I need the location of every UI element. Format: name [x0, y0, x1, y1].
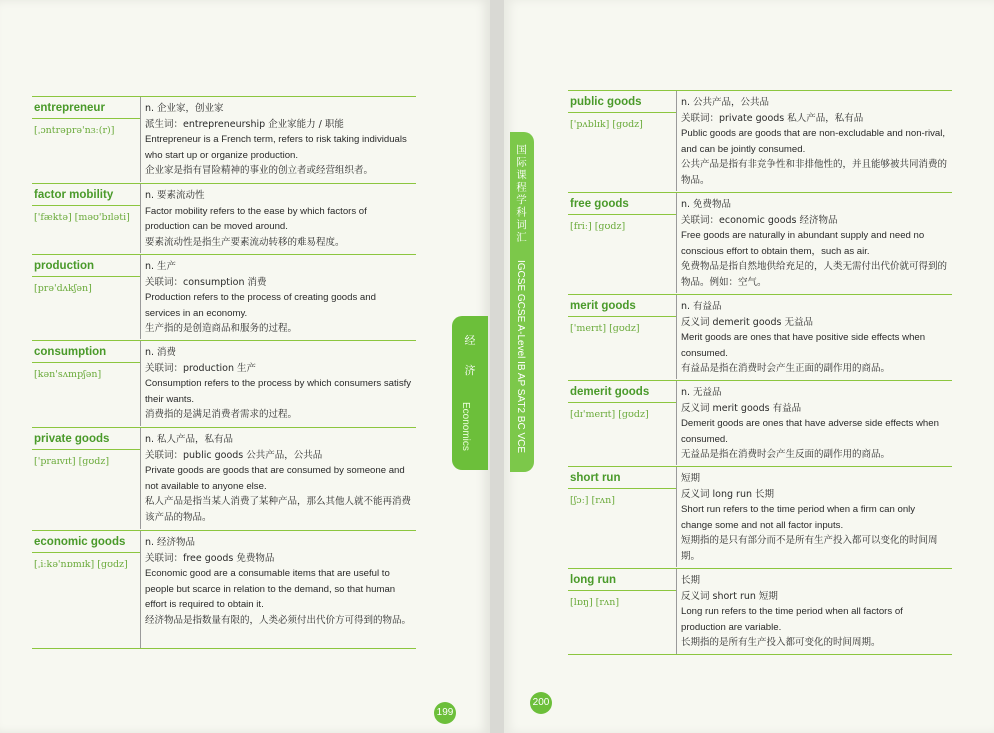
entry-ipa: [lɒŋ] [rʌn]	[570, 597, 620, 608]
entry-term: free goods	[568, 193, 676, 215]
table-bottom-rule	[32, 648, 416, 649]
entry-pos: n. 经济物品	[145, 537, 196, 548]
entry-related: 关联词：consumption 消费	[145, 276, 267, 288]
entry-definition-zh: 短期指的是只有部分而不是所有生产投入都可以变化的时间周期。	[681, 535, 938, 562]
curriculum-list: IGCSE GCSE A-Level IB AP SAT2 BC VCE	[515, 260, 526, 454]
entry-definition-zh: 长期指的是所有生产投入都可变化的时间周期。	[681, 637, 881, 648]
entry-pos: n. 私人产品，私有品	[145, 434, 234, 445]
entry-related: 反义词 long run 长期	[681, 488, 775, 500]
entry-ipa: ['merɪt] [gʊdz]	[570, 323, 640, 334]
entry-pos: n. 企业家，创业家	[145, 103, 224, 114]
entry-definition-zh: 企业家是指有冒险精神的事业的创立者或经营组织者。	[145, 165, 374, 176]
entry-ipa: [friː] [gʊdz]	[570, 221, 626, 232]
entry-ipa: [ʃɔː] [rʌn]	[570, 495, 615, 506]
entry-term: private goods	[32, 428, 140, 450]
entry-ipa: [prə'dʌkʃən]	[34, 283, 92, 294]
page-number: 199	[434, 702, 456, 724]
glossary-entry	[568, 380, 952, 465]
tab-label-zh-2: 济	[464, 364, 476, 377]
entry-definition-zh: 消费指的是满足消费者需求的过程。	[145, 409, 298, 420]
entry-term: demerit goods	[568, 381, 676, 403]
entry-related: 关联词：free goods 免费物品	[145, 552, 275, 564]
entry-definition-en: Entrepreneur is a French term, refers to risk taking individuals who start up or organize production.	[145, 134, 407, 161]
entry-definition-zh: 有益品是指在消费时会产生正面的副作用的商品。	[681, 363, 891, 374]
glossary-entry	[32, 183, 416, 253]
entry-ipa: [kən'sʌmpʃən]	[34, 369, 102, 380]
entry-definition-en: Demerit goods are ones that have adverse side effects when consumed.	[681, 418, 939, 445]
entry-definition-zh: 经济物品是指数量有限的，人类必须付出代价方可得到的物品。	[145, 614, 412, 626]
entry-pos: n. 公共产品，公共品	[681, 97, 770, 108]
glossary-entry	[32, 427, 416, 529]
entry-ipa: [dɪ'merɪt] [gʊdz]	[570, 409, 649, 420]
entry-definition-en: Public goods are goods that are non-excludable and non-rival, and can be jointly consumed.	[681, 128, 946, 155]
entry-definition-en: Long run refers to the time period when all factors of production are variable.	[681, 606, 903, 633]
entry-pos: n. 免费物品	[681, 199, 732, 210]
entry-definition-zh: 生产指的是创造商品和服务的过程。	[145, 323, 298, 334]
entry-definition-zh: 无益品是指在消费时会产生反面的副作用的商品。	[681, 449, 891, 460]
entry-pos: n. 生产	[145, 261, 177, 272]
entry-pos: n. 无益品	[681, 387, 722, 398]
entry-definition-en: Production refers to the process of creating goods and services in an economy.	[145, 292, 376, 319]
entry-term: economic goods	[32, 531, 140, 553]
entry-term: consumption	[32, 341, 140, 363]
glossary-entry	[568, 294, 952, 379]
entry-definition-en: Short run refers to the time period when a firm can only change some and not all factor inputs.	[681, 504, 916, 531]
table-bottom-rule	[568, 654, 952, 655]
entry-term: public goods	[568, 91, 676, 113]
glossary-entry	[568, 90, 952, 191]
entry-definition-zh: 公共产品是指有非竞争性和非排他性的，并且能够被共同消费的物品。	[681, 159, 948, 186]
glossary-entry	[32, 530, 416, 648]
entry-definition-en: Merit goods are ones that have positive side effects when consumed.	[681, 332, 926, 359]
entry-related: 反义词 short run 短期	[681, 590, 778, 602]
entry-related: 关联词：economic goods 经济物品	[681, 214, 838, 226]
page-number: 200	[530, 692, 552, 714]
entry-definition-en: Private goods are goods that are consumed by someone and not available to anyone else.	[145, 465, 405, 492]
entry-definition-en: Factor mobility refers to the ease by which factors of production can be moved around.	[145, 205, 367, 232]
entry-ipa: [ˌiːkə'nɒmɪk] [gʊdz]	[34, 559, 128, 570]
entry-ipa: ['fæktə] [məʊ'bɪləti]	[34, 212, 130, 223]
entry-pos: 长期	[681, 575, 701, 586]
entry-related: 关联词：private goods 私人产品，私有品	[681, 112, 864, 124]
entry-definition-zh: 要素流动性是指生产要素流动转移的难易程度。	[145, 236, 345, 248]
entry-definition-zh: 免费物品是指自然地供给充足的，人类无需付出代价就可得到的物品。例如：空气。	[681, 261, 948, 288]
entry-definition-en: Consumption refers to the process by which consumers satisfy their wants.	[145, 378, 412, 405]
entry-term: long run	[568, 569, 676, 591]
entry-related: 反义词 demerit goods 无益品	[681, 316, 813, 328]
entry-related: 关联词：production 生产	[145, 362, 257, 374]
book-tab	[510, 132, 534, 472]
entry-pos: n. 消费	[145, 347, 177, 358]
entry-pos: n. 要素流动性	[145, 190, 205, 201]
entry-pos: n. 有益品	[681, 301, 722, 312]
glossary-entry	[568, 568, 952, 654]
entry-pos: 短期	[681, 473, 701, 484]
entry-term: merit goods	[568, 295, 676, 317]
tab-label-en: Economics	[460, 402, 471, 451]
section-tab	[452, 316, 488, 470]
entry-definition-zh: 私人产品是指当某人消费了某种产品，那么其他人就不能再消费该产品的物品。	[145, 496, 412, 523]
entry-definition-en: Free goods are naturally in abundant supply and need no conscious effort to obtain them，such as air.	[681, 230, 925, 257]
entry-term: production	[32, 255, 140, 277]
glossary-entry	[568, 192, 952, 293]
entry-ipa: ['praɪvɪt] [gʊdz]	[34, 456, 110, 467]
book-title: 国际课程学科词汇	[515, 144, 527, 244]
glossary-entry	[568, 466, 952, 567]
entry-definition-en: Economic good are a consumable items that are useful to people but scarce in relation to the demand, so that human effort is required to obtain it.	[145, 568, 396, 610]
glossary-entry	[32, 254, 416, 339]
entry-related: 反义词 merit goods 有益品	[681, 402, 802, 414]
entry-related: 派生词：entrepreneurship 企业家能力 / 职能	[145, 118, 344, 130]
entry-term: factor mobility	[32, 184, 140, 206]
tab-label-zh-1: 经	[464, 334, 476, 347]
entry-ipa: [ˌɔntrəprə'nɜː(r)]	[34, 125, 115, 136]
entry-related: 关联词：public goods 公共产品，公共品	[145, 449, 323, 461]
glossary-entry	[32, 96, 416, 182]
entry-ipa: ['pʌblɪk] [gʊdz]	[570, 119, 643, 130]
entry-term: entrepreneur	[32, 97, 140, 119]
entry-term: short run	[568, 467, 676, 489]
glossary-entry	[32, 340, 416, 426]
